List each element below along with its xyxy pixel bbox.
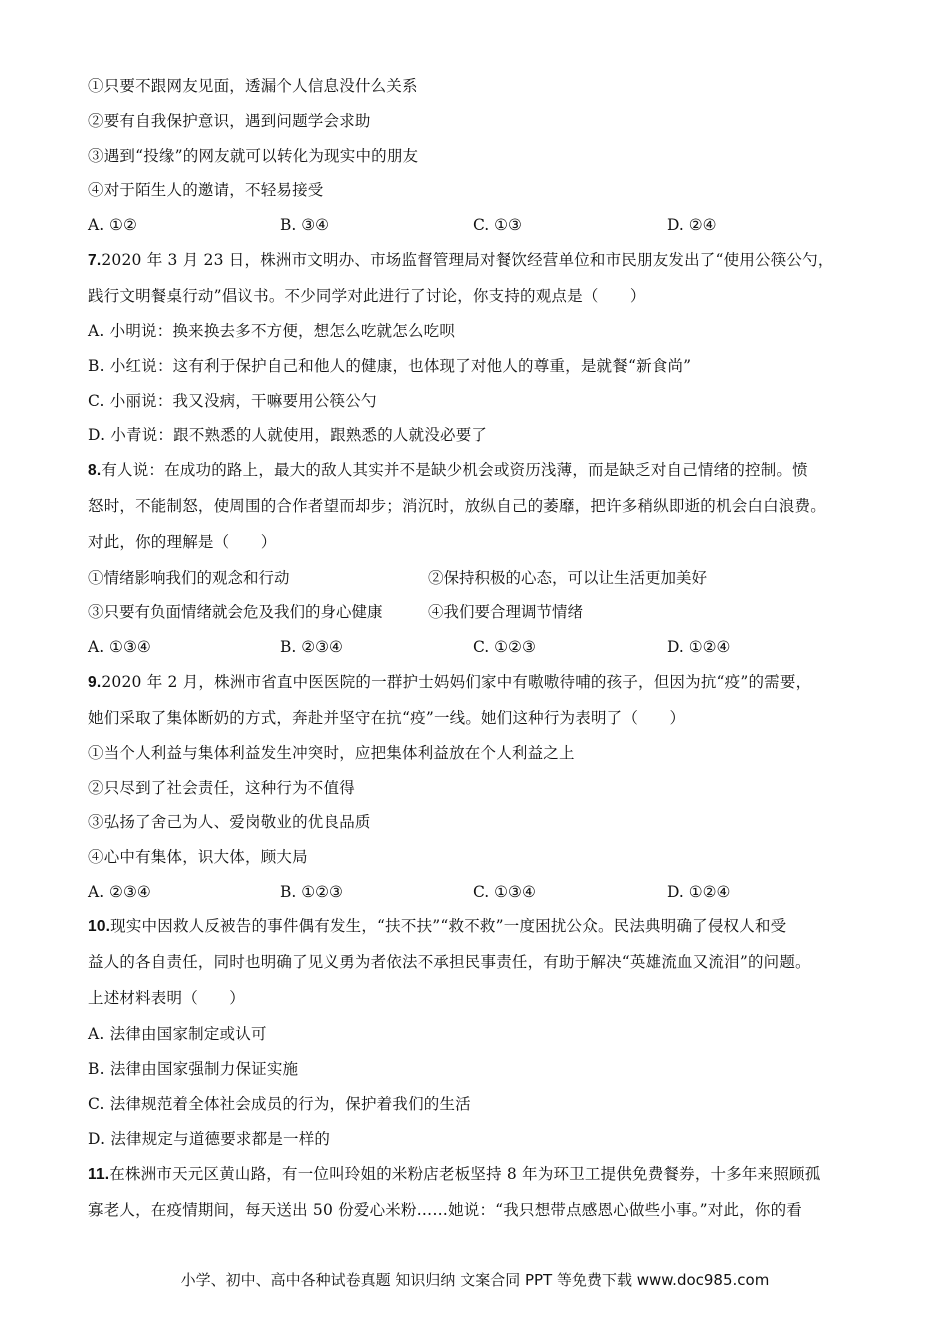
q10-stem-line-1	[88, 916, 786, 937]
q7-choice-b: B. 小红说：这有利于保护自己和他人的健康，也体现了对他人的尊重，是就餐“新食尚”	[88, 357, 692, 375]
q11-stem-line-1	[88, 1164, 820, 1185]
q8-stem-line-2: 怒时，不能制怒，使周围的合作者望而却步；消沉时，放纵自己的萎靡，把许多稍纵即逝的机会白白浪费。	[88, 497, 826, 515]
q10-stem-text-1: 现实中因救人反被告的事件偶有发生，“扶不扶”“救不救”一度困扰公众。民法典明确了侵权人和受	[110, 917, 787, 935]
q7-stem-text-1: 2020 年 3 月 23 日，株洲市文明办、市场监督管理局对餐饮经营单位和市民朋友发出了“使用公筷公勺，	[101, 251, 834, 269]
q7-stem-line-1	[88, 250, 834, 271]
q8-number: 8.	[88, 462, 102, 479]
q8-stem-text-1: 有人说：在成功的路上，最大的敌人其实并不是缺少机会或资历浅薄，而是缺乏对自己情绪的控制。愤	[101, 461, 808, 479]
q8-stem-line-1	[88, 460, 808, 481]
q9-choice-c: C. ①③④	[473, 883, 536, 901]
q8-option-1: ①情绪影响我们的观念和行动	[88, 569, 290, 587]
q9-stem-line-1	[88, 672, 811, 693]
q9-option-3: ③弘扬了舍己为人、爱岗敬业的优良品质	[88, 813, 371, 831]
q9-choice-b: B. ①②③	[280, 883, 343, 901]
q11-number: 11.	[88, 1166, 110, 1183]
q8-choice-b: B. ②③④	[280, 638, 343, 656]
q10-stem-line-3: 上述材料表明（ ）	[88, 989, 246, 1007]
q10-choice-d: D. 法律规定与道德要求都是一样的	[88, 1130, 331, 1148]
q9-choice-d: D. ①②④	[667, 883, 731, 901]
q9-stem-text-1: 2020 年 2 月，株洲市省直中医医院的一群护士妈妈们家中有嗷嗷待哺的孩子，但因为抗“疫”的需要，	[101, 673, 812, 691]
q9-choice-a: A. ②③④	[88, 883, 151, 901]
q11-stem-text-1: 在株洲市天元区黄山路，有一位叫玲姐的米粉店老板坚持 8 年为环卫工提供免费餐券，十多年来照顾孤	[109, 1165, 821, 1183]
q9-option-2: ②只尽到了社会责任，这种行为不值得	[88, 779, 355, 797]
q6-choice-c: C. ①③	[473, 216, 522, 234]
q8-option-4: ④我们要合理调节情绪	[428, 603, 584, 621]
q6-option-2: ②要有自我保护意识，遇到问题学会求助	[88, 112, 371, 130]
page-footer: 小学、初中、高中各种试卷真题 知识归纳 文案合同 PPT 等免费下载 www.doc985.com	[180, 1271, 770, 1289]
q6-option-1: ①只要不跟网友见面，透漏个人信息没什么关系	[88, 77, 418, 95]
q6-choice-b: B. ③④	[280, 216, 330, 234]
q7-number: 7.	[88, 252, 102, 269]
q7-choice-c: C. 小丽说：我又没病，干嘛要用公筷公勺	[88, 392, 377, 410]
q8-option-2: ②保持积极的心态，可以让生活更加美好	[428, 569, 708, 587]
q9-stem-line-2: 她们采取了集体断奶的方式，奔赴并坚守在抗“疫”一线。她们这种行为表明了（ ）	[88, 709, 686, 727]
q6-option-4: ④对于陌生人的邀请，不轻易接受	[88, 181, 324, 199]
q11-stem-line-2: 寡老人，在疫情期间，每天送出 50 份爱心米粉……她说：“我只想带点感恩心做些小事。”对此，你的看	[88, 1201, 802, 1219]
q6-choice-a: A. ①②	[88, 216, 137, 234]
q10-number: 10.	[88, 918, 111, 935]
q8-stem-line-3: 对此，你的理解是（ ）	[88, 533, 277, 551]
q6-choice-d: D. ②④	[667, 216, 717, 234]
q10-choice-b: B. 法律由国家强制力保证实施	[88, 1060, 299, 1078]
q6-option-3: ③遇到“投缘”的网友就可以转化为现实中的朋友	[88, 147, 419, 165]
q9-option-1: ①当个人利益与集体利益发生冲突时，应把集体利益放在个人利益之上	[88, 744, 575, 762]
q8-choice-a: A. ①③④	[88, 638, 151, 656]
q10-stem-line-2: 益人的各自责任，同时也明确了见义勇为者依法不承担民事责任，有助于解决“英雄流血又流泪”的问题。	[88, 953, 811, 971]
q7-stem-line-2: 践行文明餐桌行动”倡议书。不少同学对此进行了讨论，你支持的观点是（ ）	[88, 287, 646, 305]
q7-choice-a: A. 小明说：换来换去多不方便，想怎么吃就怎么吃呗	[88, 322, 456, 340]
q9-option-4: ④心中有集体，识大体，顾大局	[88, 848, 308, 866]
q10-choice-c: C. 法律规范着全体社会成员的行为，保护着我们的生活	[88, 1095, 471, 1113]
q10-choice-a: A. 法律由国家制定或认可	[88, 1025, 267, 1043]
q8-choice-d: D. ①②④	[667, 638, 731, 656]
q9-number: 9.	[88, 674, 102, 691]
q8-option-3: ③只要有负面情绪就会危及我们的身心健康	[88, 603, 383, 621]
q8-choice-c: C. ①②③	[473, 638, 536, 656]
q7-choice-d: D. 小青说：跟不熟悉的人就使用，跟熟悉的人就没必要了	[88, 426, 488, 444]
